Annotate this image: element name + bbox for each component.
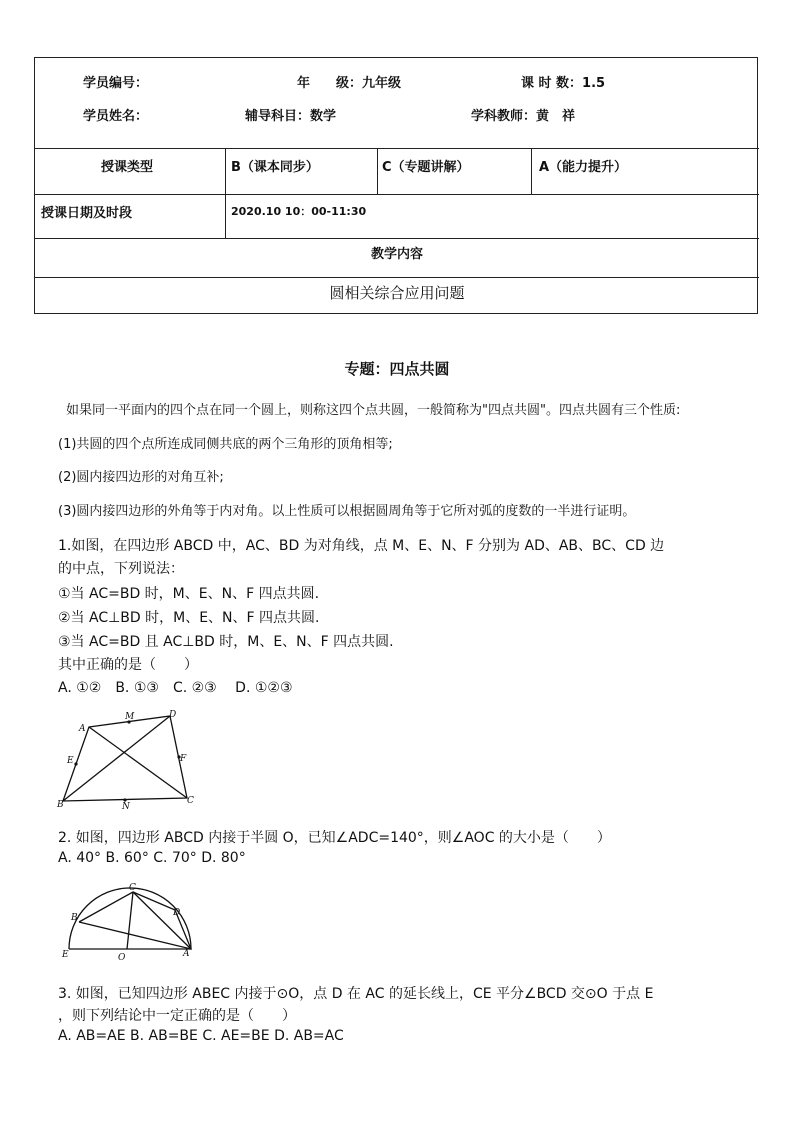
q1-stem-line1: 1.如图，在四边形 ABCD 中，AC、BD 为对角线，点 M、E、N、F 分别为 AD、AB、BC、CD 边: [58, 538, 665, 554]
lesson-date-value: 2020.10 10：00-11:30: [231, 205, 367, 218]
col-divider: [225, 148, 226, 238]
row-divider: [35, 194, 759, 195]
label-a: A: [79, 724, 86, 734]
topic-title: 专题：四点共圆: [344, 360, 450, 378]
q1-question: 其中正确的是（ ）: [58, 657, 198, 673]
row-divider: [35, 238, 759, 239]
label-o: O: [118, 953, 126, 963]
row-divider: [35, 277, 759, 278]
q1-stem-line2: 的中点，下列说法：: [58, 561, 184, 577]
row-divider: [35, 148, 759, 149]
col-divider: [531, 148, 532, 194]
property-2: (2)圆内接四边形的对角互补;: [58, 470, 224, 485]
label-b: B: [71, 913, 78, 923]
chord-ca: [133, 892, 191, 949]
lesson-type-label: 授课类型: [101, 160, 154, 175]
label-e: E: [67, 756, 74, 766]
topic-intro: 如果同一平面内的四个点在同一个圆上，则称这四个点共圆，一般简称为"四点共圆"。四点共圆有三个性质:: [66, 403, 681, 418]
label-c: C: [129, 883, 136, 893]
q3-stem-line2: ，则下列结论中一定正确的是（ ）: [58, 1008, 296, 1024]
diagonal-ac: [89, 727, 187, 798]
label-d: D: [169, 710, 177, 720]
label-n: N: [122, 802, 130, 812]
grade-field: 年 级：九年级: [297, 76, 402, 91]
student-id-label: 学员编号：: [83, 76, 149, 91]
q2-semicircle-figure: [55, 882, 205, 966]
teacher-field: 学科教师：黄 祥: [471, 109, 576, 124]
subject-field: 辅导科目：数学: [245, 109, 337, 124]
point-e: [74, 762, 77, 765]
lesson-header-table: [34, 57, 758, 314]
lesson-date-label: 授课日期及时段: [41, 206, 133, 221]
student-name-label: 学员姓名：: [83, 109, 149, 124]
label-b: B: [57, 800, 64, 810]
q1-quadrilateral-figure: [55, 705, 205, 813]
q1-statement-2: ②当 AC⊥BD 时，M、E、N、F 四点共圆.: [58, 610, 320, 626]
quadrilateral-abcd: [79, 892, 191, 949]
label-d: D: [173, 908, 181, 918]
hours-field: 课 时 数：1.5: [521, 76, 606, 91]
label-m: M: [125, 712, 135, 722]
q1-options: A. ①② B. ①③ C. ②③ D. ①②③: [58, 680, 293, 696]
radius-oc: [127, 892, 133, 949]
q3-options: A. AB=AE B. AB=BE C. AE=BE D. AB=AC: [58, 1028, 344, 1044]
q1-statement-1: ①当 AC=BD 时，M、E、N、F 四点共圆.: [58, 586, 320, 602]
property-3: (3)圆内接四边形的外角等于内对角。以上性质可以根据圆周角等于它所对弧的度数的一半进行证明。: [58, 504, 636, 519]
lesson-type-b: B（课本同步）: [231, 160, 319, 175]
q2-stem: 2. 如图，四边形 ABCD 内接于半圆 O，已知∠ADC=140°，则∠AOC 的大小是（ ）: [58, 830, 611, 846]
q3-stem-line1: 3. 如图，已知四边形 ABEC 内接于⊙O，点 D 在 AC 的延长线上，CE 平分∠BCD 交⊙O 于点 E: [58, 986, 654, 1002]
label-f: F: [180, 754, 187, 764]
q1-statement-3: ③当 AC=BD 且 AC⊥BD 时，M、E、N、F 四点共圆.: [58, 634, 394, 650]
teaching-content-title: 圆相关综合应用问题: [329, 284, 465, 302]
col-divider: [377, 148, 378, 194]
teaching-content-label: 教学内容: [370, 247, 423, 262]
property-1: (1)共圆的四个点所连成同侧共底的两个三角形的顶角相等;: [58, 437, 393, 452]
label-e: E: [62, 950, 69, 960]
lesson-type-c: C（专题讲解）: [382, 160, 470, 175]
label-c: C: [187, 796, 194, 806]
lesson-type-a: A（能力提升）: [539, 160, 628, 175]
q2-options: A. 40° B. 60° C. 70° D. 80°: [58, 850, 246, 866]
label-a: A: [183, 949, 190, 959]
